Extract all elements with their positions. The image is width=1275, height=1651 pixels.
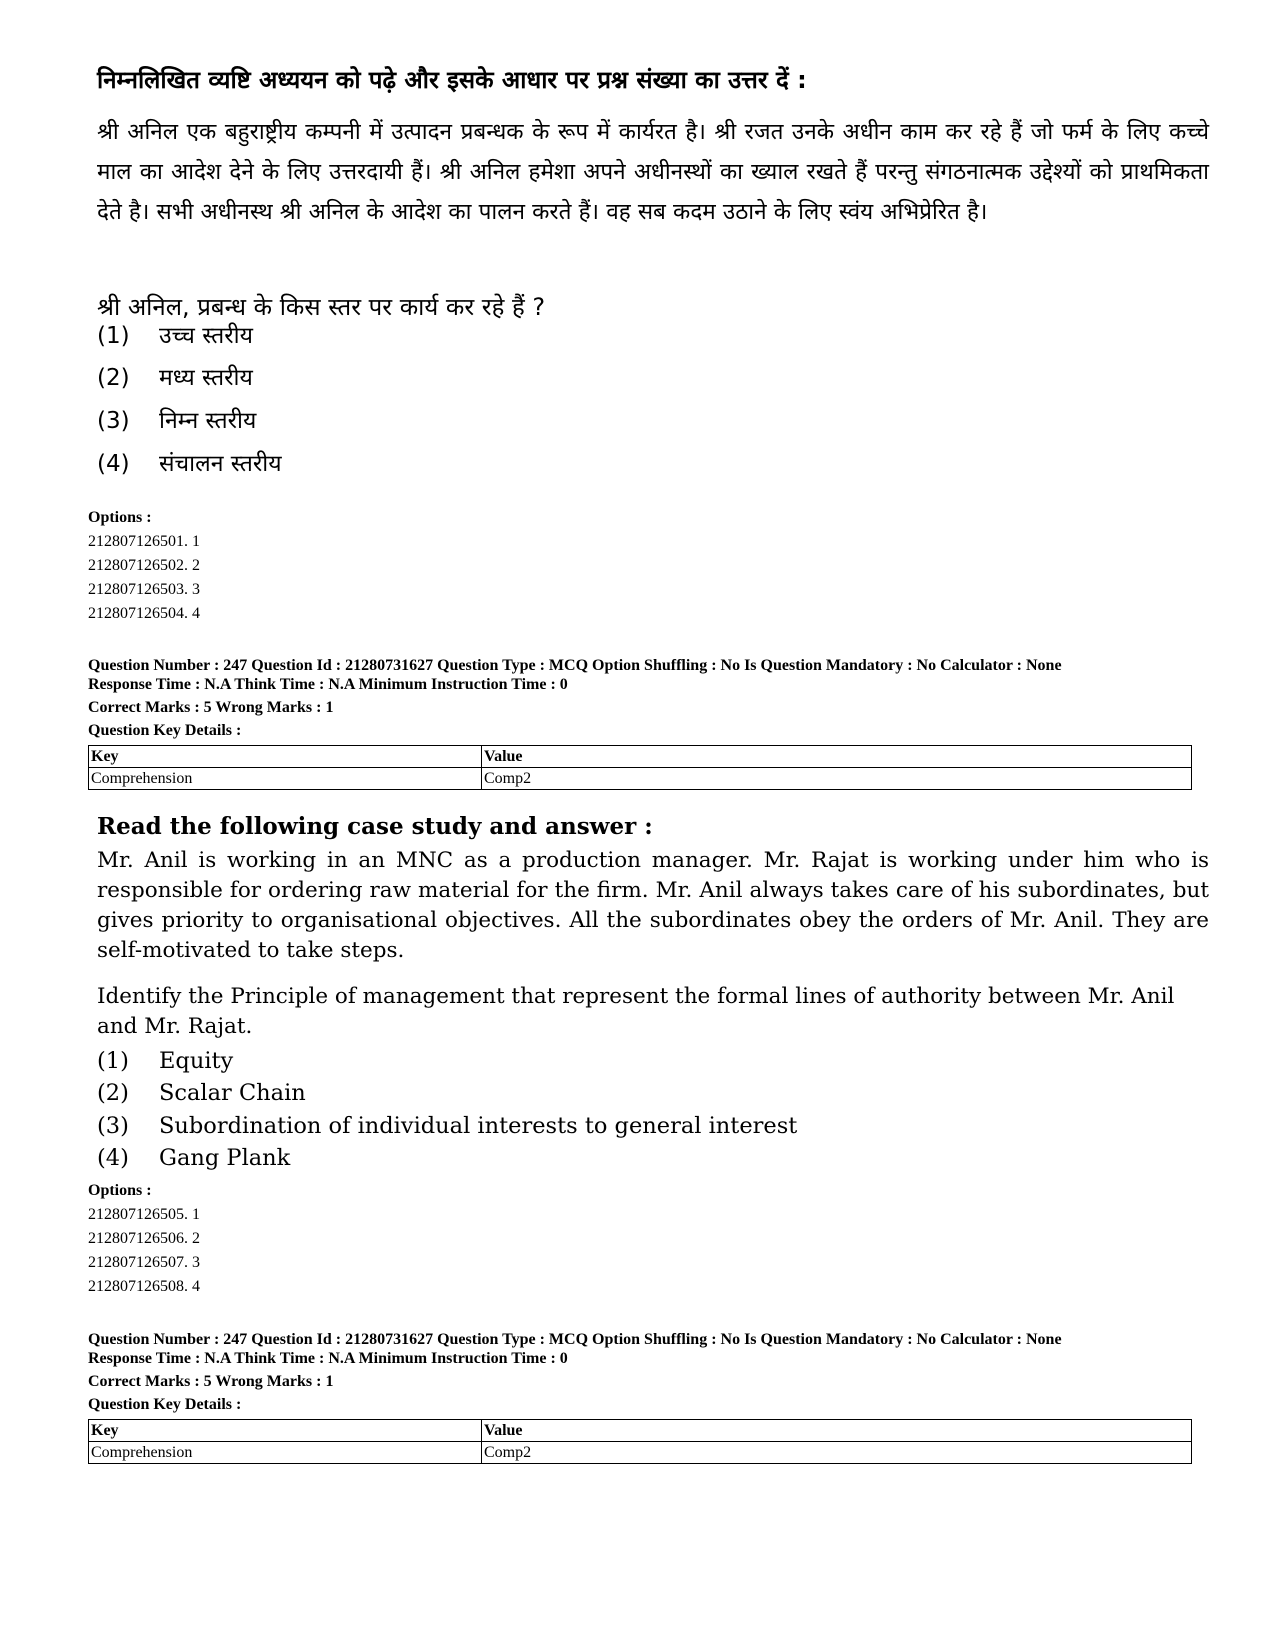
- option-id-line: 212807126506. 2: [88, 1230, 200, 1247]
- hindi-case-study-passage: श्री अनिल एक बहुराष्ट्रीय कम्पनी में उत्पादन प्रबन्धक के रूप में कार्यरत है। श्री रजत उनके अधीन काम कर रहे हैं जो फर्म के लिए कच्चे माल का आदेश देने के लिए उत्तरदायी हैं। श्री अनिल हमेशा अपने अधीनस्थों का ख्याल रखते हैं परन्तु संगठनात्मक उद्देश्यों को प्राथमिकता देते है। सभी अधीनस्थ श्री अनिल के आदेश का पालन करते हैं। वह सब कदम उठाने के लिए स्वंय अभिप्रेरित है।: [97, 119, 1209, 225]
- option-id-line: 212807126505. 1: [88, 1206, 200, 1223]
- option-id-line: 212807126507. 3: [88, 1254, 200, 1271]
- english-question-text: Identify the Principle of management that represent the formal lines of authority between Mr. Anil and Mr. Rajat.: [97, 984, 1175, 1039]
- question-meta-line: Question Number : 247 Question Id : 21280731627 Question Type : MCQ Option Shuffling : No Is Question Mandatory : No Calculator : None: [88, 657, 1062, 674]
- question-meta-line: Question Number : 247 Question Id : 21280731627 Question Type : MCQ Option Shuffling : No Is Question Mandatory : No Calculator : None: [88, 1331, 1062, 1348]
- hindi-choice-3: [97, 405, 256, 437]
- table-header-row: [89, 746, 1192, 768]
- english-choice-text: Scalar Chain: [159, 1080, 306, 1106]
- hindi-choice-text: संचालन स्तरीय: [159, 451, 282, 477]
- hindi-question-text: श्री अनिल, प्रबन्ध के किस स्तर पर कार्य कर रहे हैं ?: [97, 293, 546, 321]
- hindi-choice-number: (1): [97, 323, 130, 349]
- english-choice-text: Gang Plank: [159, 1145, 291, 1171]
- option-id-line: 212807126502. 2: [88, 557, 200, 574]
- question-marks-line: Correct Marks : 5 Wrong Marks : 1: [88, 1373, 334, 1390]
- table-header-cell: Key: [89, 746, 482, 768]
- table-header-cell: Value: [482, 1420, 1192, 1442]
- table-cell: Comprehension: [89, 1442, 482, 1464]
- question-timing-line: Response Time : N.A Think Time : N.A Minimum Instruction Time : 0: [88, 676, 568, 693]
- question-key-table: [88, 1419, 1192, 1464]
- option-id-line: 212807126501. 1: [88, 533, 200, 550]
- option-id-line: 212807126508. 4: [88, 1278, 200, 1295]
- table-cell: Comp2: [482, 768, 1192, 790]
- hindi-choice-text: मध्य स्तरीय: [159, 365, 253, 391]
- table-header-cell: Key: [89, 1420, 482, 1442]
- table-cell: Comp2: [482, 1442, 1192, 1464]
- options-label: Options :: [88, 509, 152, 526]
- hindi-choice-text: निम्न स्तरीय: [159, 408, 257, 434]
- english-choice-number: (4): [97, 1145, 129, 1171]
- table-row: [89, 768, 1192, 790]
- options-label: Options :: [88, 1182, 152, 1199]
- english-choice-text: Equity: [159, 1048, 234, 1074]
- hindi-choice-text: उच्च स्तरीय: [159, 323, 253, 349]
- hindi-case-study-heading: निम्नलिखित व्यष्टि अध्ययन को पढ़े और इसके आधार पर प्रश्न संख्या का उत्तर दें :: [97, 66, 807, 94]
- english-choice-text: Subordination of individual interests to general interest: [159, 1113, 798, 1139]
- english-choice-number: (2): [97, 1080, 129, 1106]
- hindi-choice-2: [97, 362, 253, 394]
- hindi-choice-number: (4): [97, 451, 130, 477]
- table-header-row: [89, 1420, 1192, 1442]
- options-block-1: [88, 508, 200, 624]
- hindi-choice-number: (2): [97, 365, 130, 391]
- question-marks-line: Correct Marks : 5 Wrong Marks : 1: [88, 699, 334, 716]
- english-choice-2: [97, 1078, 306, 1108]
- question-timing-line: Response Time : N.A Think Time : N.A Minimum Instruction Time : 0: [88, 1350, 568, 1367]
- hindi-choice-1: [97, 320, 253, 352]
- option-id-line: 212807126503. 3: [88, 581, 200, 598]
- english-choice-number: (1): [97, 1048, 129, 1074]
- table-row: [89, 1442, 1192, 1464]
- question-key-details-label: Question Key Details :: [88, 722, 242, 739]
- english-case-study-passage: Mr. Anil is working in an MNC as a production manager. Mr. Rajat is working under him who is responsible for ordering raw material for the firm. Mr. Anil always takes care of his subordinates, but gives priority to organisational objectives. All the subordinates obey the orders of Mr. Anil. They are self-motivated to take steps.: [97, 848, 1209, 963]
- hindi-choice-number: (3): [97, 408, 130, 434]
- table-cell: Comprehension: [89, 768, 482, 790]
- option-id-line: 212807126504. 4: [88, 605, 200, 622]
- options-block-2: [88, 1181, 200, 1297]
- table-header-cell: Value: [482, 746, 1192, 768]
- question-key-table: [88, 745, 1192, 790]
- english-case-study-heading: Read the following case study and answer :: [97, 813, 653, 840]
- hindi-choice-4: [97, 448, 282, 480]
- english-choice-1: [97, 1046, 233, 1076]
- english-choice-3: [97, 1111, 797, 1141]
- english-choice-4: [97, 1143, 290, 1173]
- question-key-details-label: Question Key Details :: [88, 1396, 242, 1413]
- english-choice-number: (3): [97, 1113, 129, 1139]
